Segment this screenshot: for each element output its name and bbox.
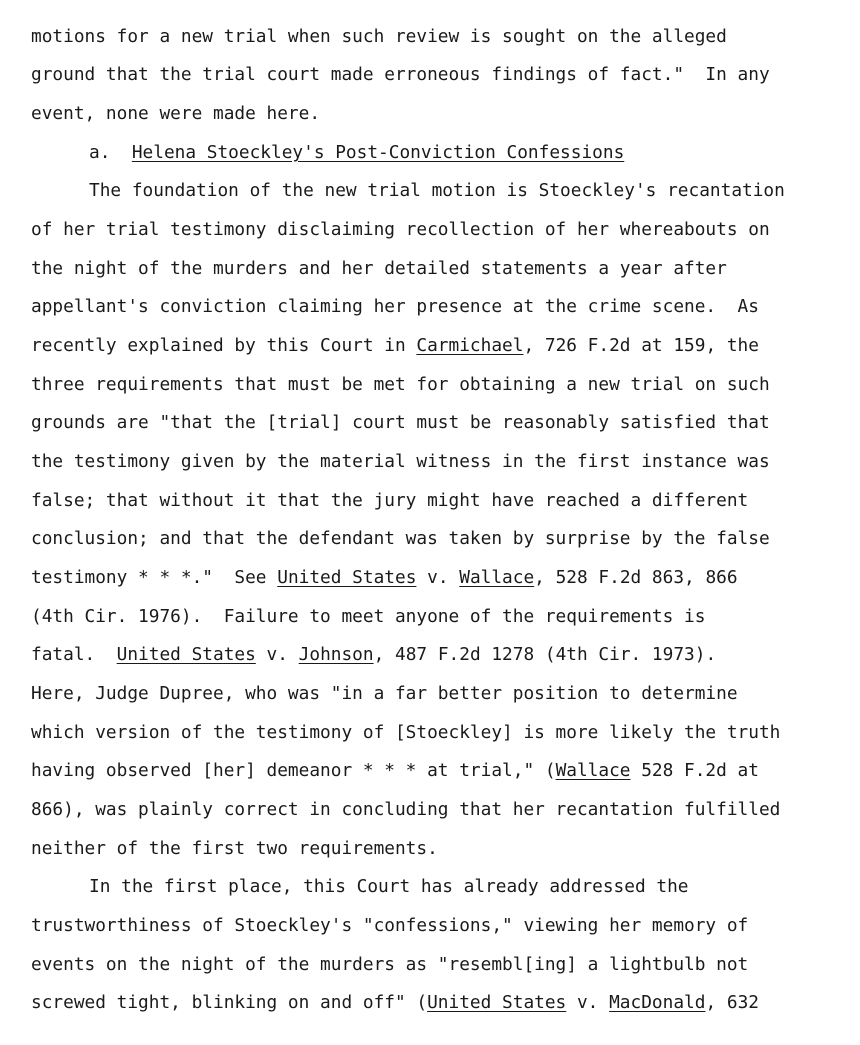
- text-line: [31, 486, 748, 516]
- text-line: [31, 215, 770, 245]
- text-segment: , 528 F.2d 863, 866: [534, 567, 738, 588]
- text-line: [31, 563, 738, 593]
- underlined-citation: Helena Stoeckley's Post-Conviction Confessions: [131, 142, 625, 163]
- text-segment: the testimony given by the material witness in the first instance was: [31, 451, 770, 472]
- text-segment: (4th Cir. 1976). Failure to meet anyone of the requirements is: [31, 606, 706, 627]
- text-segment: screwed tight, blinking on and off" (: [31, 992, 428, 1013]
- underlined-citation: Johnson: [298, 644, 374, 665]
- underlined-citation: Wallace: [555, 760, 631, 781]
- text-line: [89, 872, 689, 902]
- text-segment: v.: [416, 567, 460, 588]
- text-segment: having observed [her] demeanor * * * at trial," (: [31, 760, 556, 781]
- text-segment: motions for a new trial when such review is sought on the alleged: [31, 26, 727, 47]
- text-segment: a.: [89, 142, 132, 163]
- text-segment: the night of the murders and her detailed statements a year after: [31, 258, 727, 279]
- text-line: [31, 718, 780, 748]
- text-line: [31, 60, 770, 90]
- text-segment: , 487 F.2d 1278 (4th Cir. 1973).: [373, 644, 717, 665]
- text-segment: recently explained by this Court in: [31, 335, 417, 356]
- underlined-citation: MacDonald: [609, 992, 706, 1013]
- text-segment: testimony * * *." See: [31, 567, 278, 588]
- text-segment: The foundation of the new trial motion is Stoeckley's recantation: [89, 180, 785, 201]
- underlined-citation: Carmichael: [416, 335, 524, 356]
- text-line: [31, 292, 759, 322]
- text-segment: false; that without it that the jury might have reached a different: [31, 490, 749, 511]
- text-segment: conclusion; and that the defendant was taken by surprise by the false: [31, 528, 770, 549]
- text-line: [31, 602, 705, 632]
- underlined-citation: United States: [116, 644, 256, 665]
- text-segment: 866), was plainly correct in concluding that her recantation fulfilled: [31, 799, 781, 820]
- text-segment: , 632: [705, 992, 759, 1013]
- text-line: [31, 22, 727, 52]
- text-segment: 528 F.2d at: [630, 760, 759, 781]
- text-line: [31, 99, 320, 129]
- text-segment: event, none were made here.: [31, 103, 321, 124]
- text-segment: v.: [255, 644, 299, 665]
- text-line: [31, 408, 770, 438]
- text-line: [31, 795, 780, 825]
- text-segment: trustworthiness of Stoeckley's "confessions," viewing her memory of: [31, 915, 749, 936]
- text-line: [31, 834, 438, 864]
- text-segment: of her trial testimony disclaiming recollection of her whereabouts on: [31, 219, 770, 240]
- section-heading: [89, 138, 624, 168]
- text-segment: which version of the testimony of [Stoeckley] is more likely the truth: [31, 722, 781, 743]
- text-segment: fatal.: [31, 644, 117, 665]
- text-segment: three requirements that must be met for obtaining a new trial on such: [31, 374, 770, 395]
- text-segment: neither of the first two requirements.: [31, 838, 438, 859]
- text-segment: appellant's conviction claiming her presence at the crime scene. As: [31, 296, 759, 317]
- text-line: [31, 950, 748, 980]
- text-line: [89, 176, 785, 206]
- underlined-citation: United States: [427, 992, 567, 1013]
- text-line: [31, 911, 748, 941]
- text-segment: In the first place, this Court has already addressed the: [89, 876, 689, 897]
- text-segment: grounds are "that the [trial] court must be reasonably satisfied that: [31, 412, 770, 433]
- underlined-citation: United States: [277, 567, 417, 588]
- text-line: [31, 447, 770, 477]
- text-line: [31, 679, 738, 709]
- text-line: [31, 988, 759, 1018]
- underlined-citation: Wallace: [459, 567, 535, 588]
- text-segment: , 726 F.2d at 159, the: [523, 335, 759, 356]
- text-line: [31, 524, 770, 554]
- text-segment: ground that the trial court made erroneous findings of fact." In any: [31, 64, 770, 85]
- text-segment: v.: [566, 992, 610, 1013]
- text-segment: Here, Judge Dupree, who was "in a far better position to determine: [31, 683, 738, 704]
- text-segment: events on the night of the murders as "resembl[ing] a lightbulb not: [31, 954, 749, 975]
- text-line: [31, 640, 716, 670]
- text-line: [31, 331, 759, 361]
- text-line: [31, 756, 759, 786]
- text-line: [31, 370, 770, 400]
- text-line: [31, 254, 727, 284]
